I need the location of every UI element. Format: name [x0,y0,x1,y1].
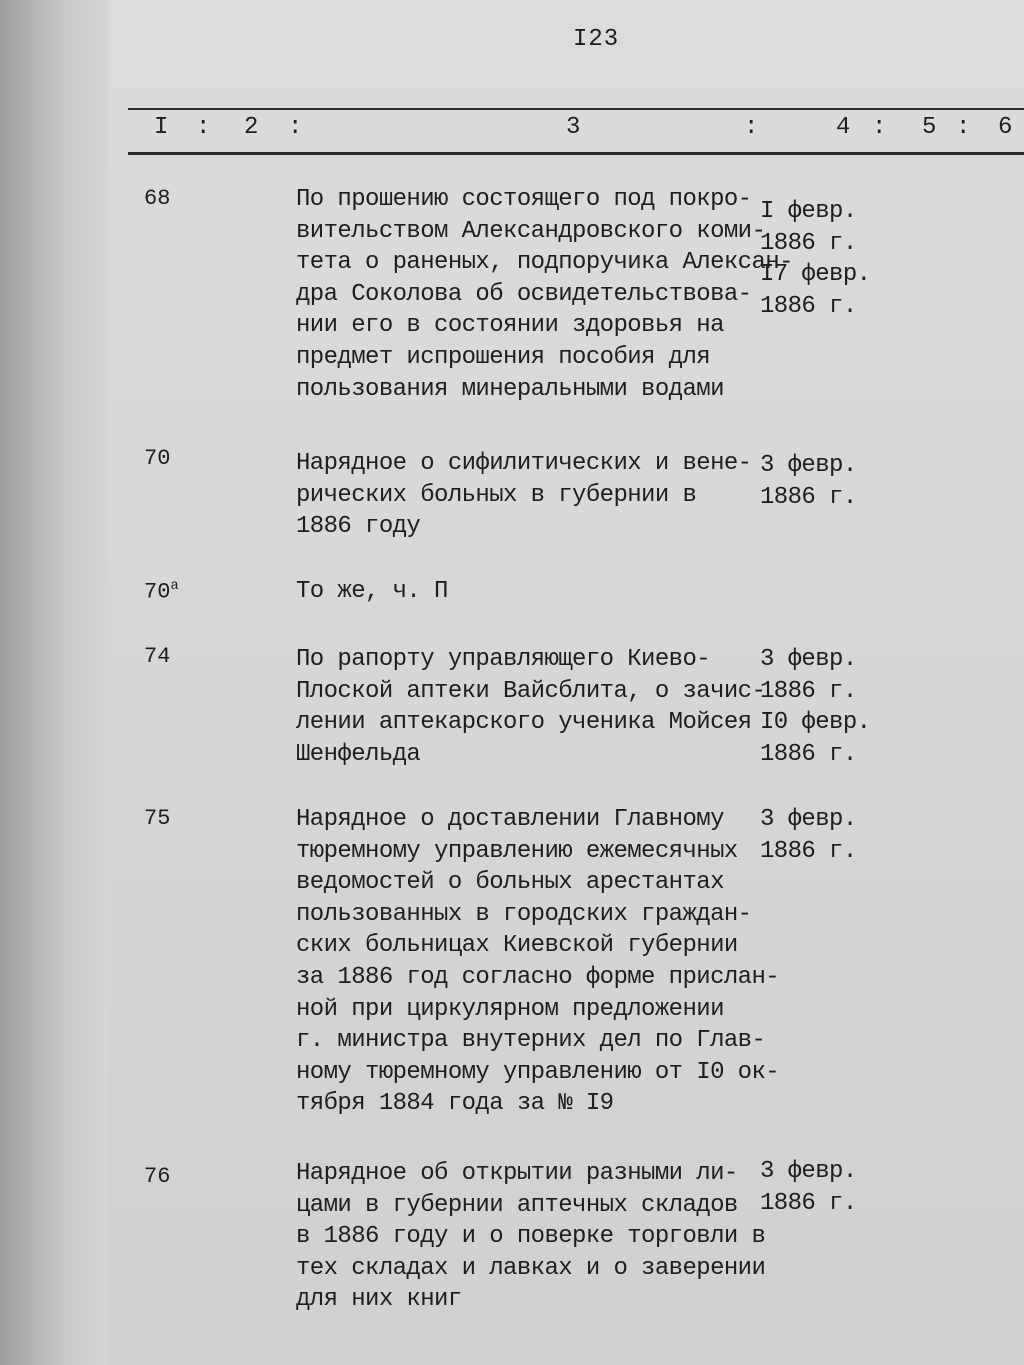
entry-description [296,804,780,1120]
entry-number-value: 70 [144,579,171,605]
entry-number [144,446,170,471]
entry-dates [760,450,900,513]
entry-number-superscript: а [170,578,179,594]
date-line: 1886 г. [760,229,857,257]
entry-dates [760,1156,900,1219]
date-line: 3 февр. [760,452,857,479]
text-line: вительством Александровского коми- [296,217,766,245]
header-rule-top [128,108,1024,110]
entry-number-value: 75 [144,806,171,831]
entry-number [144,578,179,604]
entry-description [296,576,756,608]
text-line: предмет испрошения пособия для [296,343,711,371]
text-line: По рапорту управляющего Киево- [296,646,711,673]
text-line: тюремному управлению ежемесячных [296,837,738,865]
column-header-sep: : [288,114,303,141]
text-line: ведомостей о больных арестантах [296,869,724,897]
page-number: I23 [573,26,620,53]
text-line: рических больных в губернии в [296,481,697,509]
text-line: ной при циркулярном предложении [296,995,724,1023]
entry-number-value: 76 [144,1164,171,1189]
column-header-3: 3 [566,114,581,141]
text-line: пользования минеральными водами [296,375,724,403]
text-line: для них книг [296,1286,462,1314]
entry-dates [760,196,900,322]
entry-description [296,184,793,405]
text-line: лении аптекарского ученика Мойсея [296,709,752,737]
entry-description [296,644,766,770]
text-line: Шенфельдa [296,740,421,768]
date-line: 3 февр. [760,1158,857,1185]
text-line: тех складах и лавках и о заверении [296,1254,766,1282]
date-line: 1886 г. [760,292,857,320]
column-header-sep: : [744,114,759,141]
column-header-2: 2 [244,114,259,141]
text-line: Нарядное об открытии разными ли- [296,1160,738,1187]
entry-number [144,1164,170,1189]
text-line: цами в губернии аптечных складов [296,1191,738,1219]
date-line: 1886 г. [760,1189,857,1217]
date-line: I февр. [760,198,857,225]
entry-dates [760,644,900,770]
column-header-sep: : [956,114,971,141]
text-line: ских больницах Киевской губернии [296,932,738,960]
text-line: 1886 году [296,513,421,541]
date-line: I7 февр. [760,261,871,289]
text-line: пользованных в городских граждан- [296,900,752,928]
text-line: дра Соколова об освидетельствова- [296,280,752,308]
column-header-sep: : [196,114,211,141]
date-line: 1886 г. [760,677,857,705]
column-header-6: 6 [998,114,1013,141]
header-rule-bottom [128,152,1024,155]
text-line: тября 1884 года за № I9 [296,1090,614,1118]
text-line: ному тюремному управлению от I0 ок- [296,1058,780,1086]
entry-description [296,448,756,543]
column-header-1: I [154,114,169,141]
entry-dates [760,804,900,867]
left-page-edge [0,0,108,1365]
document-page [108,0,1024,1365]
column-header-4: 4 [836,114,851,141]
entry-number-value: 74 [144,644,171,669]
date-line: 1886 г. [760,483,857,511]
text-line: Нарядное о доставлении Главному [296,806,724,833]
text-line: То же, ч. П [296,578,448,605]
entry-number-value: 70 [144,446,171,471]
date-line: 1886 г. [760,837,857,865]
text-line: тета о раненых, подпоручика Алексан- [296,249,793,277]
date-line: 1886 г. [760,740,857,768]
date-line: 3 февр. [760,646,857,673]
text-line: в 1886 году и о поверке торговли в [296,1223,766,1251]
entry-number [144,806,170,831]
date-line: I0 февр. [760,709,871,737]
entry-number [144,644,170,669]
text-line: г. министра внутерних дел по Глав- [296,1027,766,1055]
date-line: 3 февр. [760,806,857,833]
text-line: Нарядное о сифилитических и вене- [296,450,752,477]
entry-description [296,1158,766,1316]
entry-number [144,186,170,211]
text-line: Плоской аптеки Вайсблита, о зачис- [296,677,766,705]
column-header-5: 5 [922,114,937,141]
text-line: за 1886 год согласно форме прислан- [296,963,780,991]
text-line: По прошению состоящего под покро- [296,186,752,213]
column-header-sep: : [872,114,887,141]
text-line: нии его в состоянии здоровья на [296,312,724,340]
entry-number-value: 68 [144,186,171,211]
